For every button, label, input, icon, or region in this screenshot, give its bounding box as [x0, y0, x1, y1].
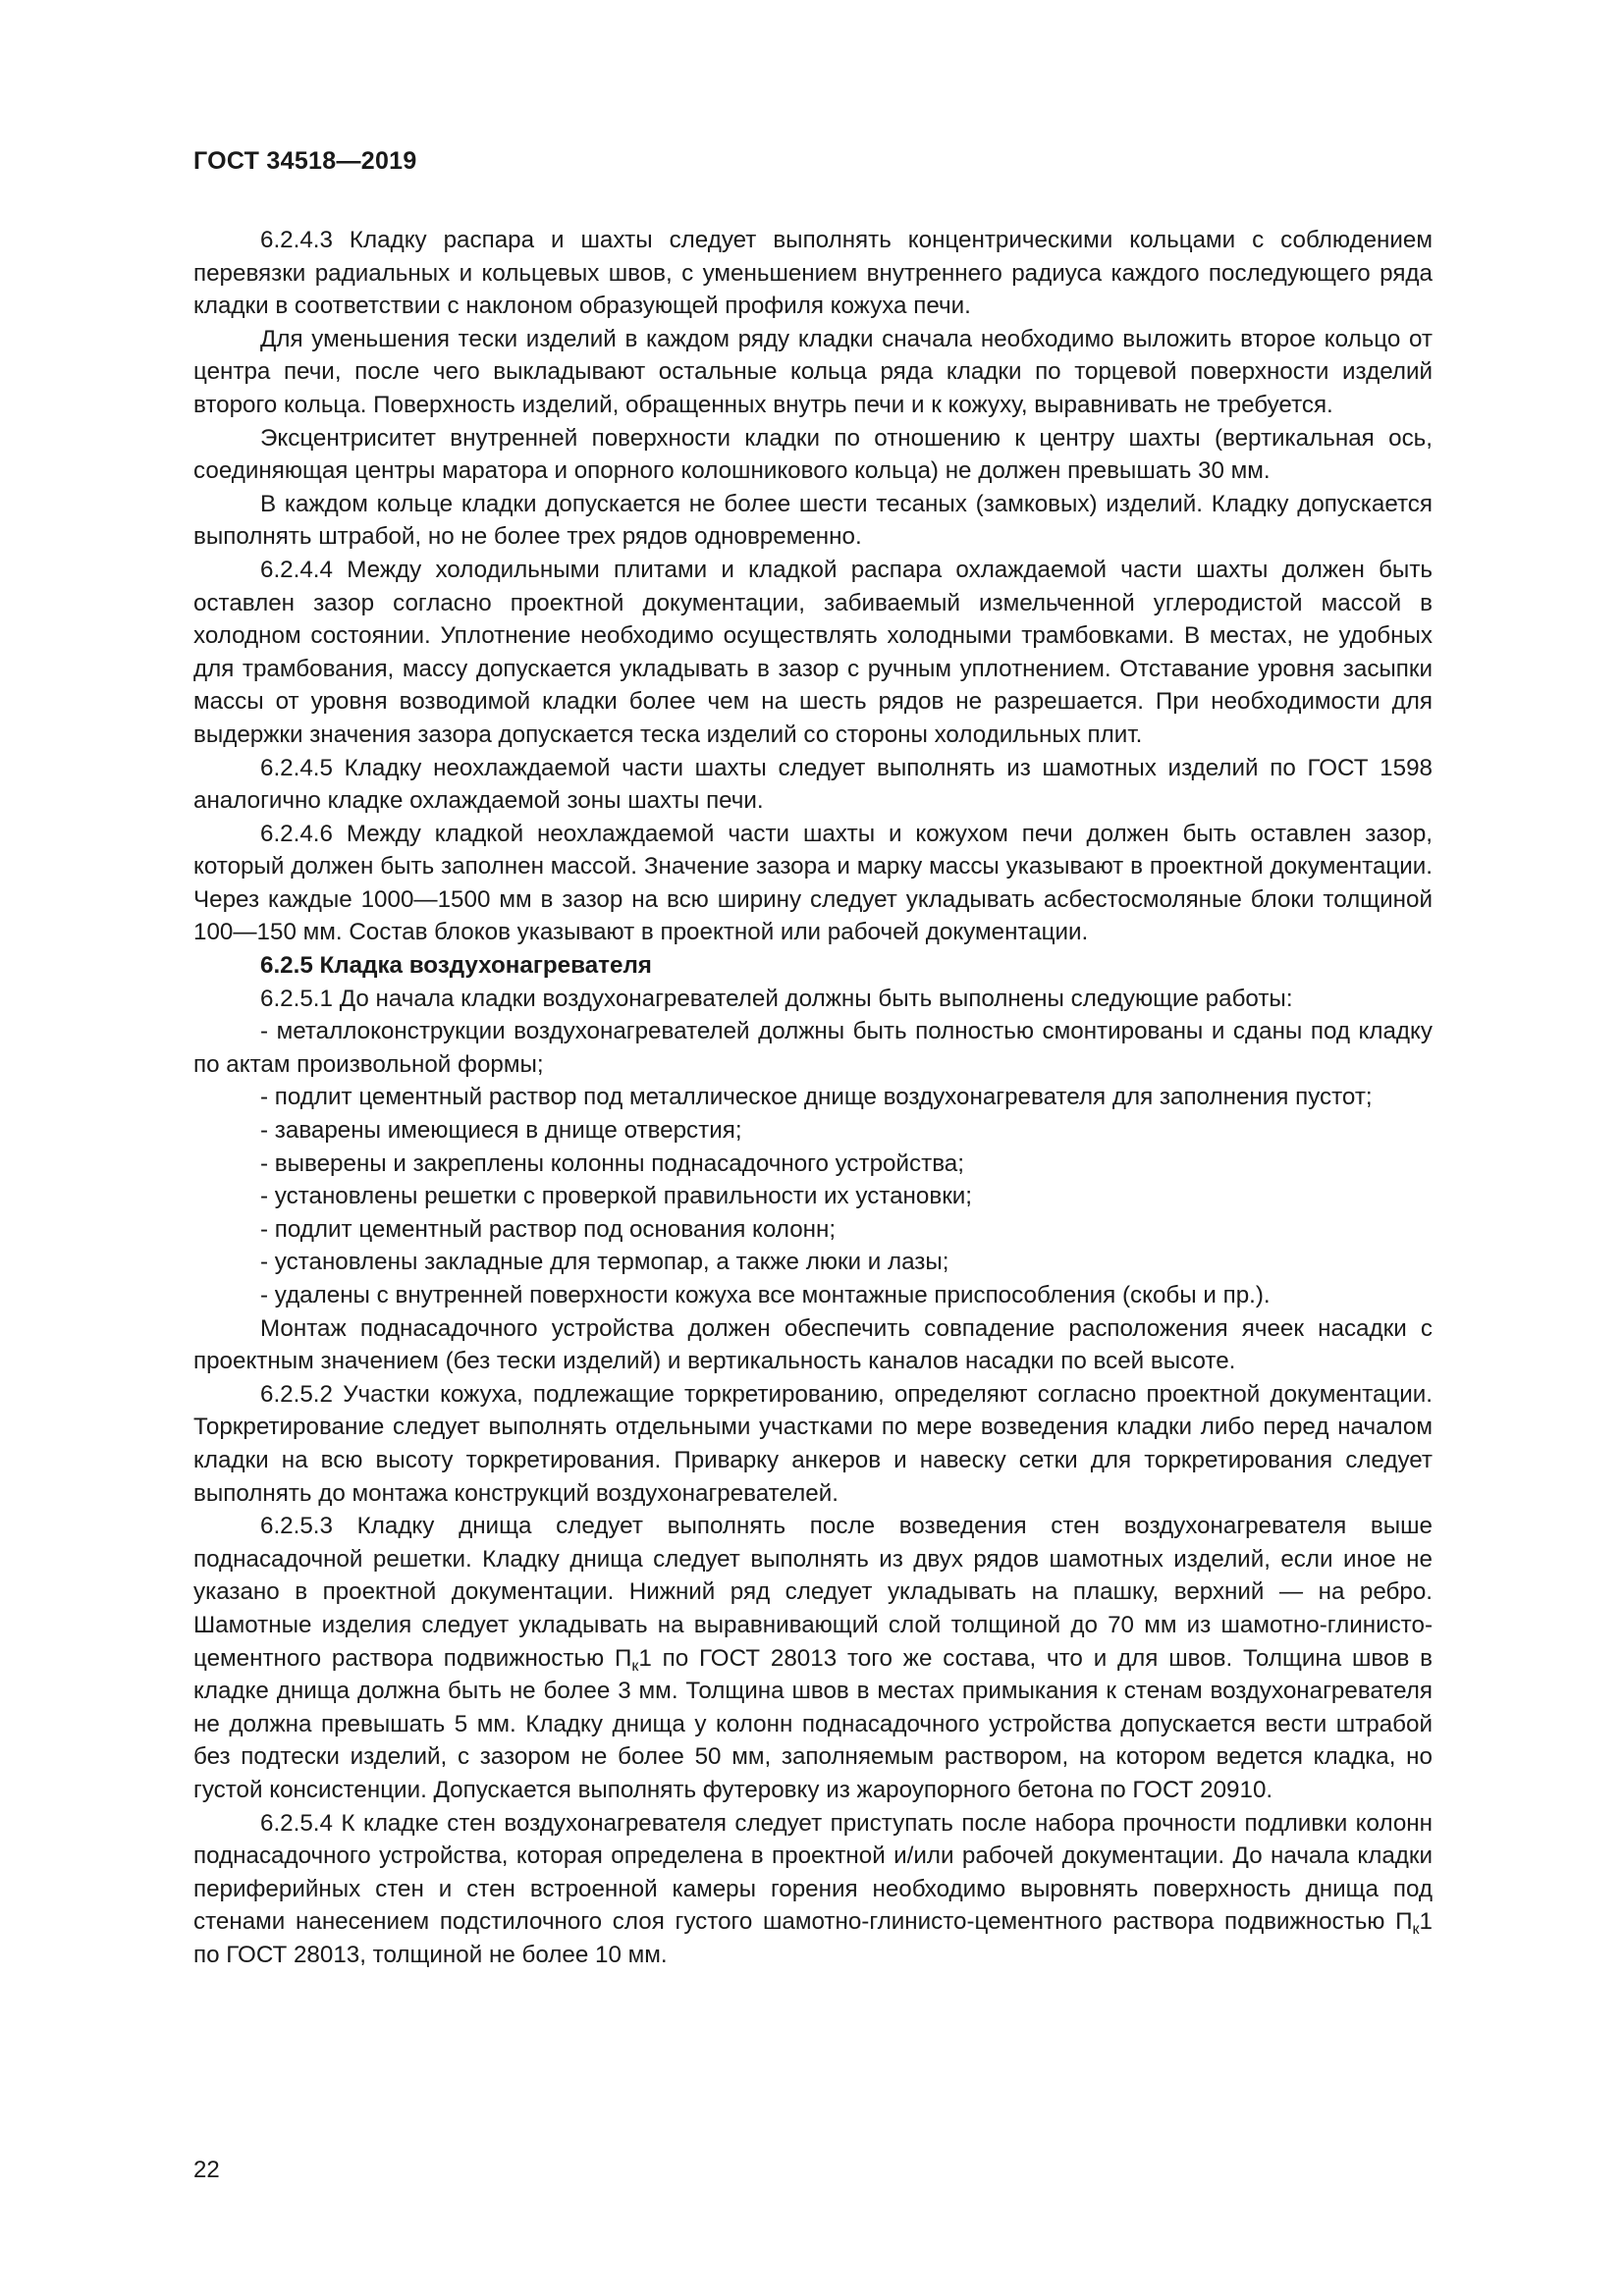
paragraph-6246: 6.2.4.6 Между кладкой неохлаждаемой части шахты и кожухом печи должен быть оставлен зазор, который должен быть заполнен массой. Значение зазора и марку массы указывают в проектной документации. Через каждые 1000—1500 мм в зазор на всю ширину следует укладывать асбестосмоляные блоки толщиной 100—150 мм. Состав блоков указывают в проектной или рабочей документации.	[193, 820, 1433, 946]
paragraph-6253-part-b: 1 по ГОСТ 28013 того же состава, что и для швов. Толщина швов в кладке днища должна быть не более 3 мм. Толщина швов в местах примыкания к стенам воздухонагревателя не должна превышать 5 мм. Кладку днища у колонн поднасадочного устройства допускается вести штрабой без подтески изделий, с зазором не более 50 мм, заполняемым раствором, на котором ведется кладка, но густой консистенции. Допускается выполнять футеровку из жароупорного бетона по ГОСТ 20910.	[193, 1644, 1433, 1803]
document-body	[193, 224, 1433, 1971]
subscript-k: к	[631, 1657, 639, 1675]
paragraph-6252: 6.2.5.2 Участки кожуха, подлежащие торкретированию, определяют согласно проектной документации. Торкретирование следует выполнять отдельными участками по мере возведения кладки либо перед началом кладки на всю высоту торкретирования. Приварку анкеров и навеску сетки для торкретирования следует выполнять до монтажа конструкций воздухонагревателей.	[193, 1380, 1433, 1507]
paragraph-6243: 6.2.4.3 Кладку распара и шахты следует выполнять концентрическими кольцами с соблюдением перевязки радиальных и кольцевых швов, с уменьшением внутреннего радиуса каждого последующего ряда кладки в соответствии с наклоном образующей профиля кожуха печи.	[193, 227, 1433, 320]
list-item: - выверены и закреплены колонны поднасадочного устройства;	[260, 1149, 964, 1177]
subscript-k: к	[1412, 1921, 1420, 1939]
list-item: - подлит цементный раствор под металлическое днище воздухонагревателя для заполнения пустот;	[260, 1084, 1373, 1111]
paragraph-6244: 6.2.4.4 Между холодильными плитами и кладкой распара охлаждаемой части шахты должен быть оставлен зазор согласно проектной документации, забиваемый измельченной углеродистой массой в холодном состоянии. Уплотнение необходимо осуществлять холодными трамбовками. В местах, не удобных для трамбования, массу допускается укладывать в зазор с ручным уплотнением. Отставание уровня засыпки массы от уровня возводимой кладки более чем на шесть рядов не разрешается. При необходимости для выдержки значения зазора допускается теска изделий со стороны холодильных плит.	[193, 556, 1433, 748]
paragraph-6253	[193, 1510, 1433, 1806]
paragraph-6254	[193, 1807, 1433, 1972]
list-item: - заварены имеющиеся в днище отверстия;	[260, 1117, 742, 1145]
document-header: ГОСТ 34518—2019	[193, 147, 417, 175]
list-item: - установлены решетки с проверкой правильности их установки;	[260, 1183, 973, 1210]
paragraph-6254-part-a: 6.2.5.4 К кладке стен воздухонагревателя следует приступать после набора прочности подливки колонн поднасадочного устройства, которая определена в проектной и/или рабочей документации. До начала кладки периферийных стен и стен встроенной камеры горения необходимо выровнять поверхность днища под стенами нанесением подстилочного слоя густого шамотно-глинисто-цементного раствора подвижностью П	[193, 1809, 1433, 1936]
paragraph-koltso: В каждом кольце кладки допускается не более шести тесаных (замковых) изделий. Кладку допускается выполнять штрабой, но не более трех рядов одновременно.	[193, 490, 1433, 551]
paragraph-6253-part-a: 6.2.5.3 Кладку днища следует выполнять после возведения стен воздухонагревателя выше поднасадочной решетки. Кладку днища следует выполнять из двух рядов шамотных изделий, если иное не указано в проектной документации. Нижний ряд следует укладывать на плашку, верхний — на ребро. Шамотные изделия следует укладывать на выравнивающий слой толщиной до 70 мм из шамотно-глинисто-цементного раствора подвижностью П	[193, 1513, 1433, 1672]
list-item: - металлоконструкции воздухонагревателей должны быть полностью смонтированы и сданы под кладку по актам произвольной формы;	[193, 1018, 1433, 1078]
paragraph-6245: 6.2.4.5 Кладку неохлаждаемой части шахты следует выполнять из шамотных изделий по ГОСТ 1598 аналогично кладке охлаждаемой зоны шахты печи.	[193, 754, 1433, 815]
paragraph-montazh: Монтаж поднасадочного устройства должен обеспечить совпадение расположения ячеек насадки с проектным значением (без тески изделий) и вертикальность каналов насадки по всей высоте.	[193, 1314, 1433, 1375]
paragraph-6254-part-b: 1 по ГОСТ 28013, толщиной не более 10 мм.	[193, 1908, 1433, 1968]
list-item: - подлит цементный раствор под основания колонн;	[260, 1215, 837, 1243]
page-number: 22	[193, 2157, 220, 2183]
section-heading-625: 6.2.5 Кладка воздухонагревателя	[260, 952, 652, 980]
paragraph-teska: Для уменьшения тески изделий в каждом ряду кладки сначала необходимо выложить второе кольцо от центра печи, после чего выкладывают остальные кольца ряда кладки по торцевой поверхности изделий второго кольца. Поверхность изделий, обращенных внутрь печи и к кожуху, выравнивать не требуется.	[193, 325, 1433, 418]
list-item: - удалены с внутренней поверхности кожуха все монтажные приспособления (скобы и пр.).	[260, 1282, 1271, 1308]
list-item: - установлены закладные для термопар, а также люки и лазы;	[260, 1249, 949, 1276]
paragraph-ekscentrisitet: Эксцентриситет внутренней поверхности кладки по отношению к центру шахты (вертикальная ось, соединяющая центры маратора и опорного колошникового кольца) не должен превышать 30 мм.	[193, 424, 1433, 485]
paragraph-6251: 6.2.5.1 До начала кладки воздухонагревателей должны быть выполнены следующие работы:	[260, 985, 1293, 1012]
